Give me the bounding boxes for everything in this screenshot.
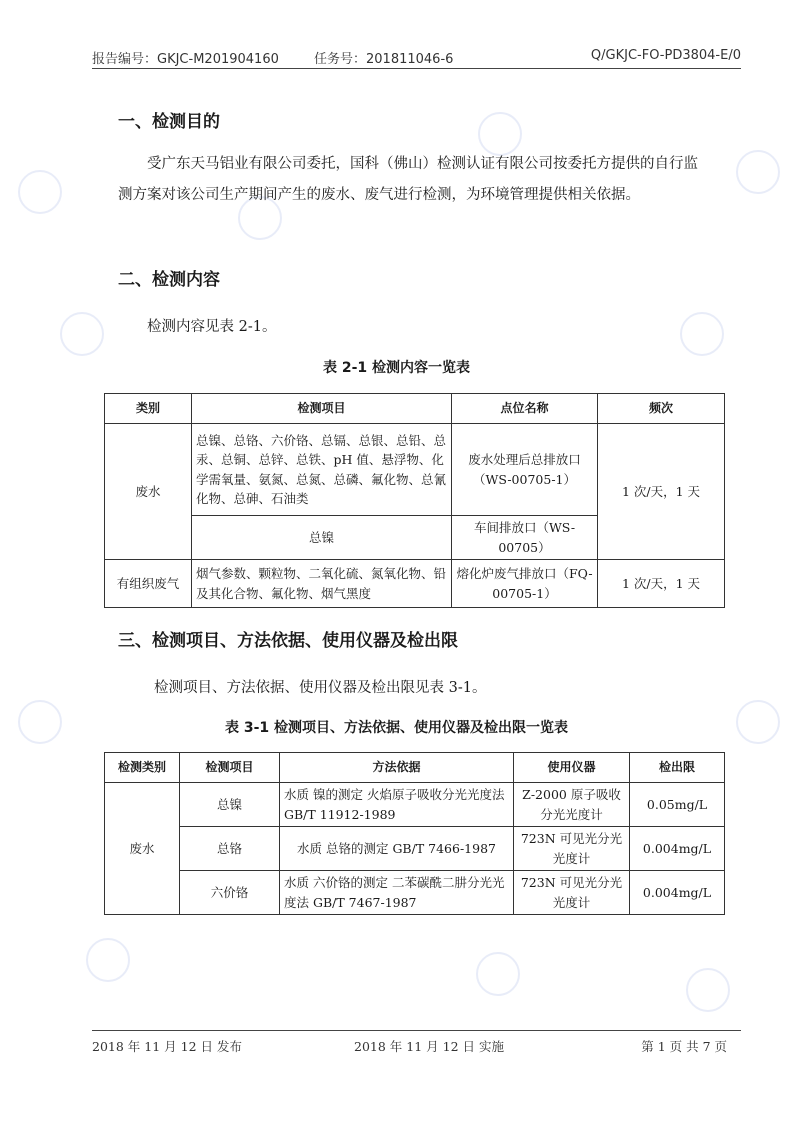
item-cell: 总镍: [192, 516, 452, 560]
header-cell: 使用仪器: [514, 753, 630, 783]
item-cell: 总铬: [180, 827, 280, 871]
item-cell: 总镍: [180, 783, 280, 827]
watermark-seal: [686, 968, 730, 1012]
section-3-intro: 检测项目、方法依据、使用仪器及检出限见表 3-1。: [154, 680, 487, 696]
watermark-seal: [736, 150, 780, 194]
method-cell: 水质 总铬的测定 GB/T 7466-1987: [280, 827, 514, 871]
table-row: [105, 424, 725, 516]
watermark-seal: [680, 312, 724, 356]
table-3-1-caption: 表 3-1 检测项目、方法依据、使用仪器及检出限一览表: [224, 720, 569, 736]
table-2-1-caption: 表 2-1 检测内容一览表: [322, 360, 471, 376]
section-2-title: 二、检测内容: [118, 270, 220, 290]
watermark-seal: [60, 312, 104, 356]
item-cell: 烟气参数、颗粒物、二氧化硫、氮氧化物、铅及其化合物、氟化物、烟气黑度: [192, 560, 452, 608]
table-2-1: [104, 393, 725, 608]
section-1-body: 受广东天马铝业有限公司委托，国科（佛山）检测认证有限公司按委托方提供的自行监测方案对该公司生产期间产生的废水、废气进行检测，为环境管理提供相关依据。: [118, 156, 698, 203]
instrument-cell: 723N 可见光分光光度计: [514, 827, 630, 871]
table-3-1: [104, 752, 725, 915]
table-header-row: [105, 753, 725, 783]
header-cell: 检测项目: [180, 753, 280, 783]
table-row: [105, 871, 725, 915]
method-cell: 水质 六价铬的测定 二苯碳酰二肼分光光度法 GB/T 7467-1987: [280, 871, 514, 915]
header-cell: 点位名称: [452, 394, 598, 424]
header-cell: 类别: [105, 394, 192, 424]
header-cell: 检测项目: [192, 394, 452, 424]
page-footer: [92, 1030, 741, 1053]
report-number: 报告编号：GKJC-M201904160: [92, 52, 279, 67]
frequency-cell: 1 次/天，1 天: [598, 424, 725, 560]
site-cell: 熔化炉废气排放口（FQ-00705-1）: [452, 560, 598, 608]
section-3-title: 三、检测项目、方法依据、使用仪器及检出限: [118, 631, 458, 651]
limit-cell: 0.004mg/L: [630, 827, 725, 871]
header-cell: 频次: [598, 394, 725, 424]
implement-date: 2018 年 11 月 12 日 实施: [354, 1039, 504, 1054]
item-cell: 总镍、总铬、六价铬、总镉、总银、总铅、总汞、总铜、总锌、总铁、pH 值、悬浮物、化学需氧量、氨氮、总氮、总磷、氟化物、总氰化物、总砷、石油类: [192, 424, 452, 516]
table-row: [105, 827, 725, 871]
site-cell: 废水处理后总排放口（WS-00705-1）: [452, 424, 598, 516]
category-cell: 废水: [105, 783, 180, 915]
header-cell: 检出限: [630, 753, 725, 783]
watermark-seal: [18, 170, 62, 214]
section-1-title: 一、检测目的: [118, 112, 220, 132]
document-code: Q/GKJC-FO-PD3804-E/0: [590, 48, 741, 63]
watermark-seal: [86, 938, 130, 982]
page-header: [92, 46, 741, 69]
category-cell: 废水: [105, 424, 192, 560]
item-cell: 六价铬: [180, 871, 280, 915]
table-header-row: [105, 394, 725, 424]
header-cell: 检测类别: [105, 753, 180, 783]
page-number: 第 1 页 共 7 页: [641, 1039, 727, 1054]
table-row: [105, 783, 725, 827]
limit-cell: 0.05mg/L: [630, 783, 725, 827]
watermark-seal: [476, 952, 520, 996]
limit-cell: 0.004mg/L: [630, 871, 725, 915]
method-cell: 水质 镍的测定 火焰原子吸收分光光度法 GB/T 11912-1989: [280, 783, 514, 827]
instrument-cell: 723N 可见光分光光度计: [514, 871, 630, 915]
site-cell: 车间排放口（WS-00705）: [452, 516, 598, 560]
section-2-intro: 检测内容见表 2-1。: [147, 319, 277, 335]
frequency-cell: 1 次/天，1 天: [598, 560, 725, 608]
instrument-cell: Z-2000 原子吸收分光光度计: [514, 783, 630, 827]
task-number: 任务号：201811046-6: [314, 52, 454, 67]
issue-date: 2018 年 11 月 12 日 发布: [92, 1039, 242, 1054]
table-row: [105, 560, 725, 608]
header-cell: 方法依据: [280, 753, 514, 783]
category-cell: 有组织废气: [105, 560, 192, 608]
